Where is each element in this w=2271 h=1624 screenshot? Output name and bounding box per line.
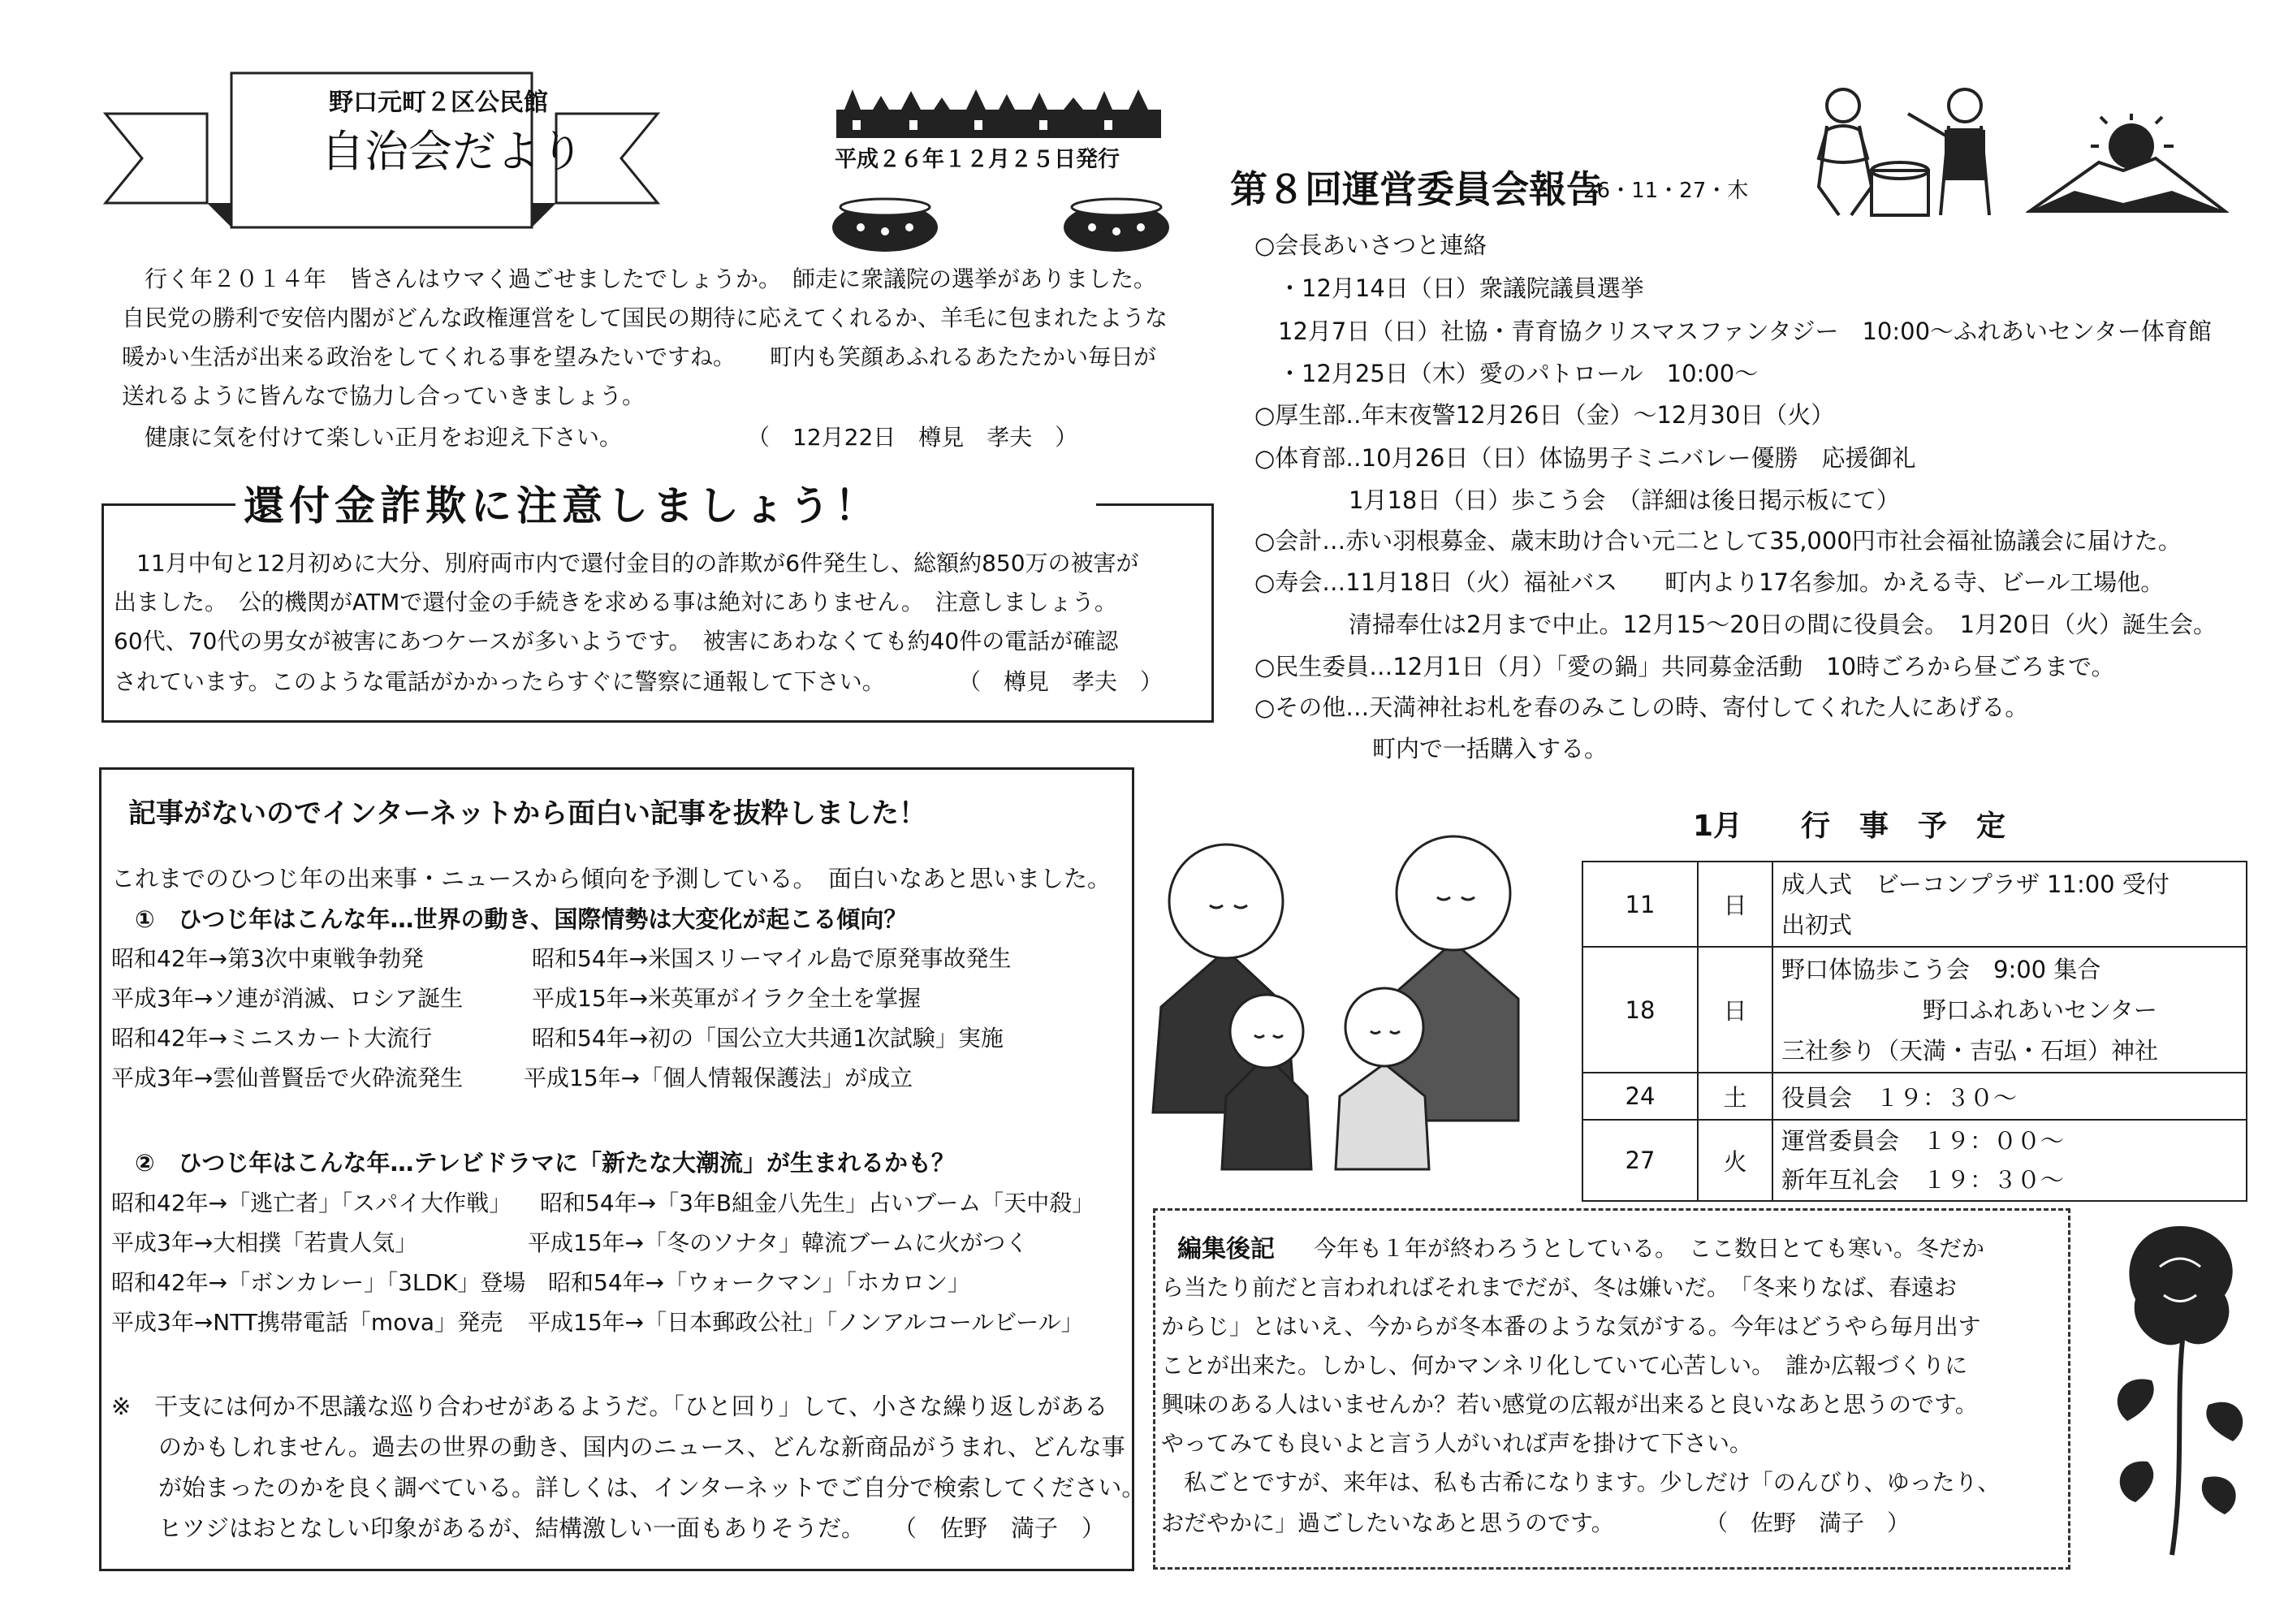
fraud-line: 60代、70代の男女が被害にあつケースが多いようです。 被害にあわなくても約40件の電話が確認 — [114, 628, 1119, 654]
s1-item: 平成15年→「個人情報保護法」が成立 — [524, 1065, 913, 1091]
schedule-event: 役員会 １９：３０～ — [1781, 1083, 2018, 1112]
fraud-line: されています。このような電話がかかったらすぐに警察に通報して下さい。 — [114, 668, 885, 695]
report-line: ○会長あいさつと連絡 — [1254, 231, 1487, 259]
note-line: ヒツジはおとなしい印象があるが、結構激しい一面もありそうだ。 — [111, 1514, 866, 1542]
schedule-event: 出初式 — [1781, 910, 1853, 939]
internet-signature: （ 佐野 満子 ） — [893, 1514, 1106, 1542]
schedule-event: 野口体協歩こう会 9:00 集合 — [1781, 955, 2101, 983]
afterword-line: 今年も１年が終わろうとしている。 ここ数日とても寒い。冬だか — [1291, 1235, 1985, 1262]
sheep-family-illustration — [1145, 812, 1526, 1177]
lantern-icon — [828, 191, 942, 264]
fraud-line: 出ました。 公的機関がATMで還付金の手続きを求める事は絶対にありません。 注意しましょう。 — [114, 589, 1117, 615]
schedule-event: 運営委員会 １９：００～ — [1781, 1127, 2065, 1155]
fraud-title: 還付金詐欺に注意しましょう！ — [244, 482, 880, 529]
schedule-title: 1月 行 事 予 定 — [1693, 810, 2006, 843]
internet-intro: これまでのひつじ年の出来事・ニュースから傾向を予測している。 面白いなあと思いました。 — [111, 865, 1112, 892]
afterword-line: 私ごとですが、来年は、私も古希になります。少しだけ「のんびり、ゆったり、 — [1161, 1469, 2001, 1496]
mochi-pounding-illustration — [1794, 81, 2014, 219]
schedule-day: 18 — [1582, 947, 1698, 1073]
s2-item: 昭和42年→「逃亡者」「スパイ大作戦」 — [111, 1190, 512, 1216]
fraud-line: 11月中旬と12月初めに大分、別府両市内で還付金目的の詐欺が6件発生し、総額約850万の被害が — [114, 550, 1139, 577]
note-line: が始まったのかを良く調べている。詳しくは、インターネットでご自分で検索してください。 — [111, 1474, 1146, 1501]
schedule-day: 24 — [1582, 1073, 1698, 1120]
section2-heading: ② ひつじ年はこんな年…テレビドラマに「新たな大潮流」が生まれるかも？ — [111, 1149, 955, 1177]
greeting-line: 自民党の勝利で安倍内閣がどんな政権運営をして国民の期待に応えてくれるか、羊毛に包まれたような — [122, 304, 1168, 331]
s1-item: 平成3年→ソ連が消滅、ロシア誕生 — [111, 985, 464, 1012]
report-line: ○会計…赤い羽根募金、歳末助け合い元二として35,000円市社会福祉協議会に届けた。 — [1254, 527, 2182, 555]
afterword-line: ら当たり前だと言われればそれまでだが、冬は嫌いだ。 「冬来りなば、春遠お — [1161, 1274, 1958, 1301]
table-row — [1582, 1073, 2247, 1120]
report-line: ○体育部‥10月26日（日）体協男子ミニバレー優勝 応援御礼 — [1254, 444, 1916, 472]
report-line: 町内で一括購入する。 — [1254, 735, 1608, 762]
schedule-events — [1772, 1120, 2247, 1201]
report-line: 清掃奉仕は2月まで中止。12月15～20日の間に役員会。 1月20日（火）誕生会。 — [1254, 611, 2217, 638]
camellia-flower-illustration — [2103, 1218, 2257, 1559]
note-line: ※ 干支には何か不思議な巡り合わせがあるようだ。「ひと回り」して、小さな繰り返しがある — [111, 1393, 1108, 1420]
s2-item: 昭和54年→「ウォークマン」「ホカロン」 — [548, 1269, 970, 1296]
greeting-signature: （ 12月22日 樽見 孝夫 ） — [747, 424, 1078, 451]
schedule-events — [1772, 1073, 2247, 1120]
table-row — [1582, 1120, 2247, 1201]
newsletter-title: 自治会だより — [321, 126, 584, 177]
s2-item: 平成15年→「日本郵政公社」「ノンアルコールビール」 — [528, 1309, 1084, 1336]
issue-date: 平成２６年１２月２５日発行 — [835, 147, 1120, 172]
schedule-table — [1582, 861, 2247, 1202]
s1-item: 平成15年→米英軍がイラク全土を掌握 — [532, 985, 922, 1012]
report-line: 1月18日（日）歩こう会 （詳細は後日掲示板にて） — [1254, 486, 1900, 514]
fraud-signature: （ 樽見 孝夫 ） — [958, 668, 1164, 695]
sunrise-fuji-illustration — [2026, 114, 2229, 219]
report-line: ・12月14日（日）衆議院議員選挙 — [1254, 274, 1644, 302]
afterword-line: 興味のある人はいませんか？若い感覚の広報が出来ると良いなあと思うのです。 — [1161, 1391, 1978, 1418]
s2-item: 平成15年→「冬のソナタ」韓流ブームに火がつく — [528, 1229, 1029, 1256]
s1-item: 昭和42年→ミニスカート大流行 — [111, 1025, 433, 1052]
report-line: ○その他…天満神社お札を春のみこしの時、寄付してくれた人にあげる。 — [1254, 693, 2029, 721]
schedule-weekday: 土 — [1698, 1073, 1772, 1120]
schedule-weekday: 日 — [1698, 947, 1772, 1073]
schedule-weekday: 火 — [1698, 1120, 1772, 1201]
greeting-line: 送れるように皆んなで協力し合っていきましょう。 — [122, 382, 645, 409]
s2-item: 昭和54年→「3年B組金八先生」占いブーム「天中殺」 — [540, 1190, 1095, 1216]
castle-decoration — [836, 89, 1161, 138]
schedule-event: 三社参り（天満・吉弘・石垣）神社 — [1781, 1036, 2159, 1065]
s2-item: 平成3年→NTT携帯電話「mova」発売 — [111, 1309, 503, 1336]
report-line: ○寿会…11月18日（火）福祉バス 町内より17名参加。かえる寺、ビール工場他。 — [1254, 568, 2165, 596]
table-row — [1582, 947, 2247, 1073]
s1-item: 昭和54年→初の「国公立大共通1次試験」実施 — [532, 1025, 1004, 1052]
internet-title: 記事がないのでインターネットから面白い記事を抜粋しました！ — [128, 797, 926, 830]
schedule-events — [1772, 862, 2247, 947]
report-line: ○厚生部‥年末夜警12月26日（金）～12月30日（火） — [1254, 401, 1835, 429]
org-name: 野口元町２区公民館 — [329, 89, 548, 117]
schedule-events — [1772, 947, 2247, 1073]
schedule-event: 成人式 ビーコンプラザ 11:00 受付 — [1781, 870, 2170, 898]
afterword-line: やってみても良いよと言う人がいれば声を掛けて下さい。 — [1161, 1430, 1753, 1457]
s1-item: 昭和54年→米国スリーマイル島で原発事故発生 — [532, 945, 1012, 972]
report-line: ・12月25日（木）愛のパトロール 10:00～ — [1254, 360, 1759, 387]
greeting-line: 暖かい生活が出来る政治をしてくれる事を望みたいですね。 町内も笑顔あふれるあたたかい毎日が — [122, 343, 1157, 370]
schedule-weekday: 日 — [1698, 862, 1772, 947]
afterword-signature: （ 佐野 満子 ） — [1705, 1510, 1910, 1536]
afterword-line: ことが出来た。しかし、何かマンネリ化していて心苦しい。 誰か広報づくりに — [1161, 1352, 1968, 1379]
s2-item: 昭和42年→「ボンカレー」「3LDK」登場 — [111, 1269, 526, 1296]
afterword-line: おだやかに」過ごしたいなあと思うのです。 — [1161, 1510, 1614, 1536]
afterword-line: からじ」とはいえ、今からが冬本番のような気がする。今年はどうやら毎月出す — [1161, 1313, 1981, 1340]
table-row — [1582, 862, 2247, 947]
schedule-day: 11 — [1582, 862, 1698, 947]
s1-item: 昭和42年→第3次中東戦争勃発 — [111, 945, 424, 972]
schedule-day: 27 — [1582, 1120, 1698, 1201]
lantern-icon — [1060, 191, 1173, 264]
afterword-title: 編集後記 — [1177, 1235, 1275, 1263]
schedule-event: 新年互礼会 １９：３０～ — [1781, 1166, 2065, 1194]
s1-item: 平成3年→雲仙普賢岳で火砕流発生 — [111, 1065, 464, 1091]
note-line: のかもしれません。過去の世界の動き、国内のニュース、どんな新商品がうまれ、どんな事 — [111, 1433, 1125, 1461]
report-title: 第８回運営委員会報告 — [1230, 167, 1604, 211]
schedule-event: 野口ふれあいセンター — [1781, 996, 2157, 1024]
s2-item: 平成3年→大相撲「若貴人気」 — [111, 1229, 418, 1256]
greeting-line: 健康に気を付けて楽しい正月をお迎え下さい。 — [122, 424, 623, 451]
section1-heading: ① ひつじ年はこんな年…世界の動き、国際情勢は大変化が起こる傾向？ — [111, 905, 908, 933]
greeting-line: 行く年２０１４年 皆さんはウマく過ごせましたでしょうか。 師走に衆議院の選挙がありました。 — [122, 266, 1157, 292]
report-line: ○民生委員…12月1日（月）「愛の鍋」共同募金活動 10時ごろから昼ごろまで。 — [1254, 653, 2115, 680]
report-line: 12月7日（日）社協・青育協クリスマスファンタジー 10:00～ふれあいセンター体育館 — [1254, 317, 2212, 345]
report-date: 26・11・27・木 — [1583, 179, 1749, 203]
